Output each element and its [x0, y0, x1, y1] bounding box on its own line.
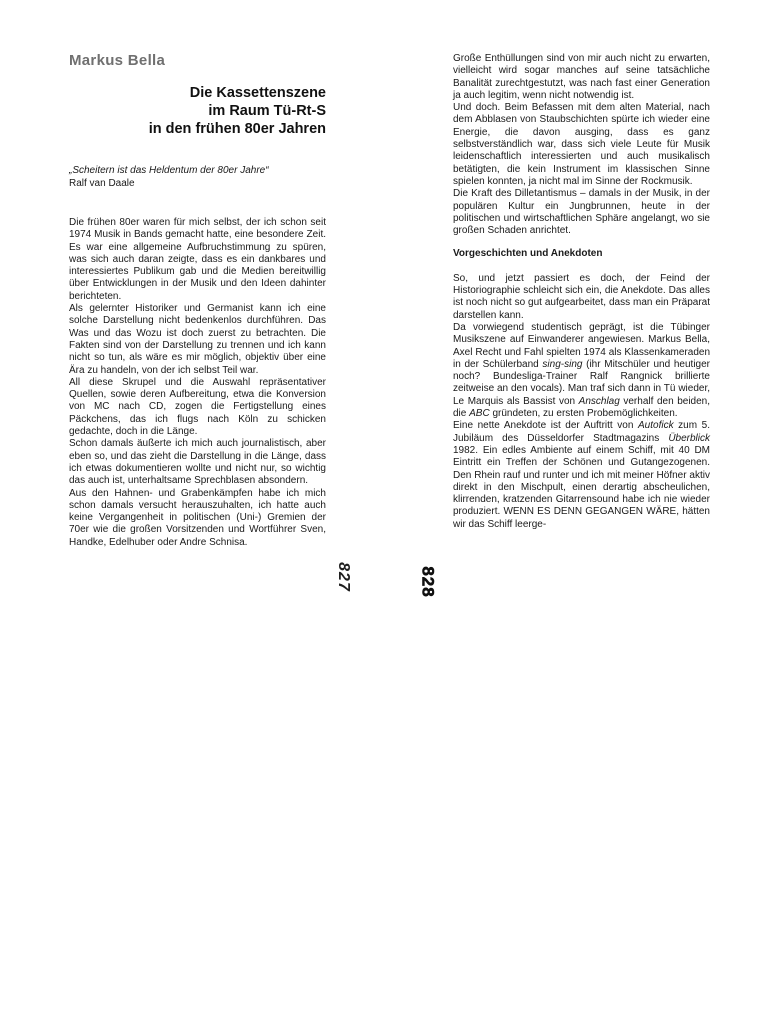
epigraph-source: Ralf van Daale — [69, 178, 135, 189]
page-number-left: 827 — [334, 562, 352, 592]
text-run: zum 5. Jubiläum des Düsseldorfer Stadtmagazins — [453, 420, 710, 444]
title-line-3: in den frühen 80er Jahren — [148, 121, 326, 137]
article-title — [69, 84, 326, 138]
paragraph: All diese Skrupel und die Auswahl repräsentativer Quellen, sowie deren Aufbereitung, etwa die Konversion von MC nach CD, zogen die Fertigstellung eines Päckchens, das ich flugs nach Köln zu schicken gedachte, doch in die Länge. — [69, 376, 326, 438]
right-column-body — [453, 53, 710, 531]
page-number-right: 828 — [418, 566, 438, 598]
paragraph: So, und jetzt passiert es doch, der Feind der Historiographie schleicht sich ein, die Anekdote. Das alles ist noch nicht so gut aufgearbeitet, dass man ein Präparat darstellen kann. — [453, 272, 710, 321]
paragraph: Und doch. Beim Befassen mit dem alten Material, nach dem Abblasen von Staubschichten spürte ich wieder eine Energie, die davon ausging, dass es ganz selbstverständlich war, dass sich viele Leute für Musik leidenschaftlich interessierten und auch musikalisch betätigten, die kein Instrument im klassischen Sinne spielen konnten, ja nicht mal im Sinne der Rockmusik. — [453, 102, 710, 187]
paragraph: Als gelernter Historiker und Germanist kann ich eine solche Darstellung nicht bedenkenlos durchführen. Das Was und das Wozu ist doch zuerst zu betrachten. Die Fakten sind von der Darstellung zu trennen und ich kann nicht so tun, als wäre es mir möglich, objektiv über eine Ära zu handeln, von der ich selbst Teil war. — [69, 303, 326, 376]
text-run: Eine nette Anekdote ist der Auftritt von — [453, 420, 638, 432]
paragraph — [453, 322, 710, 420]
magazine-name: Überblick — [668, 432, 710, 444]
text-run: verhalf den beiden, die — [453, 395, 710, 420]
paragraph — [453, 420, 710, 531]
epigraph-quote: „Scheitern ist das Heldentum der 80er Jahre“ — [69, 165, 269, 176]
title-line-1: Die Kassettenszene — [189, 85, 326, 101]
band-name: ABC — [469, 408, 490, 420]
paragraph: Große Enthüllungen sind von mir auch nicht zu erwarten, vielleicht wird sogar manches auf seine tatsächliche Banalität zurechtgestutzt, was nach fast einer Generation ja auch legitim, wenn nicht notwendig ist. — [453, 53, 710, 101]
paragraph: Die Kraft des Dilletantismus – damals in der Musik, in der populären Kultur ein Jungbrunnen, heute in der politischen und wirtschaftlichen Sphäre angelangt, wo sie großen Schaden anrichtet. — [453, 188, 710, 237]
epigraph — [69, 164, 326, 190]
text-run: gründeten, zu ersten Probemöglichkeiten. — [489, 408, 678, 420]
author-name: Markus Bella — [69, 52, 166, 69]
text-run: 1982. Ein edles Ambiente auf einem Schiff, mit 40 DM Eintritt ein Treffen der Schönen und Gutangezogenen. Den Rhein rauf und runter und ich mit meiner Höfner aktiv direkt in den Mischpult, einen derartig abscheulichen, klirrenden, kratzenden Gitarrensound habe ich nie wieder produziert. WENN ES DENN GEGANGEN WÄRE, hätten wir das Schiff leerge- — [453, 444, 710, 530]
paragraph: Schon damals äußerte ich mich auch journalistisch, aber eben so, und das zieht die Darstellung in die Länge, dass ich etwas dokumentieren wollte und nicht nur, so wichtig das auch ist, unterhaltsame Sprechblasen absondern. — [69, 438, 326, 487]
left-column-body — [69, 217, 326, 549]
text-run: (ihr Mitschüler und heutiger noch? Bundesliga-Trainer Ralf Rangnick brillierte zeitweise an den vocals). Man traf sich dann in Tü wieder, Le Marquis als Bassist von — [453, 358, 710, 407]
text-run: Da vorwiegend studentisch geprägt, ist die Tübinger Musikszene auf Einwanderer angewiesen. Markus Bella, Axel Recht und Fahl spielten 1974 als Klassenkameraden in der Schülerband — [453, 321, 710, 370]
section-heading: Vorgeschichten und Anekdoten — [453, 248, 603, 260]
paragraph: Aus den Hahnen- und Grabenkämpfen habe ich mich schon damals versucht herauszuhalten, ich hatte auch keine Vergangenheit in politischen (Uni-) Gremien der 70er wie die großen Vorsitzenden und Wortführer Sven, Handke, Edelhuber oder Andre Schnisa. — [69, 487, 326, 548]
paragraph: Die frühen 80er waren für mich selbst, der ich schon seit 1974 Musik in Bands gemacht hatte, eine besondere Zeit. Es war eine allgemeine Aufbruchstimmung zu spüren, was sich auch daran zeigte, dass es ein dankbares und interessiertes Publikum gab und die Medien bereitwillig über Entwicklungen in der Musik und den Ideen dahinter berichteten. — [69, 217, 326, 302]
band-name: Anschlag — [578, 395, 620, 407]
title-line-2: im Raum Tü-Rt-S — [208, 103, 326, 119]
band-name: sing-sing — [542, 358, 583, 370]
band-name: Autofick — [638, 420, 674, 432]
